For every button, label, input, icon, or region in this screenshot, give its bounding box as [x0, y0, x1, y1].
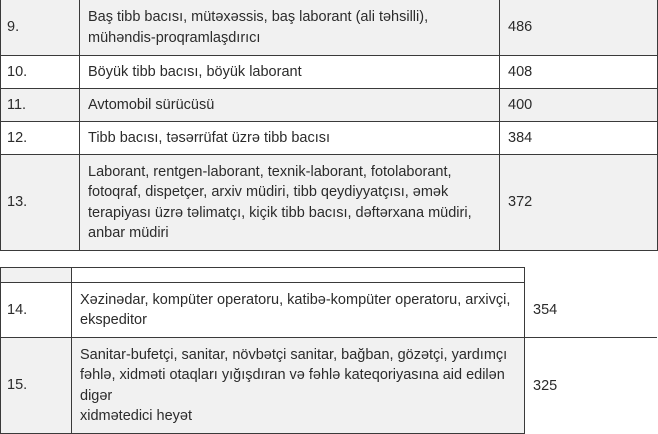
- value-cell: 372: [500, 155, 658, 251]
- table-row: [1, 283, 657, 338]
- value-cell: 400: [500, 89, 658, 122]
- salary-table-bottom: [0, 267, 525, 283]
- row-number: 12.: [1, 122, 80, 155]
- position-cell: Baş tibb bacısı, mütəxəssis, baş laborant (ali təhsilli), mühəndis-proqramlaşdırıcı: [80, 0, 500, 56]
- row-number: 13.: [1, 155, 80, 251]
- position-cell: Böyük tibb bacısı, böyük laborant: [80, 56, 500, 89]
- row-number: 10.: [1, 56, 80, 89]
- value-cell: 384: [500, 122, 658, 155]
- table-row: [1, 89, 658, 122]
- position-cell: [72, 338, 525, 434]
- position-cell: Tibb bacısı, təsərrüfat üzrə tibb bacısı: [80, 122, 500, 155]
- position-cell: Xəzinədar, kompüter operatoru, katibə-kompüter operatoru, arxivçi, ekspeditor: [72, 283, 525, 338]
- table-row: [1, 122, 658, 155]
- table-row: [1, 0, 658, 56]
- value-cell: 354: [525, 283, 657, 338]
- position-cell: Laborant, rentgen-laborant, texnik-laborant, fotolaborant, fotoqraf, dispetçer, arxiv müdiri, tibb qeydiyyatçısı, əmək terapiyası üzrə təlimatçı, kiçik tibb bacısı, dəftərxana müdiri, anbar müdiri: [80, 155, 500, 251]
- empty-cell: [1, 268, 72, 283]
- position-text-last-line: xidmətedici heyət: [80, 408, 193, 424]
- table-row: [1, 338, 657, 434]
- value-cell: 325: [525, 338, 657, 434]
- salary-table-bottom-rows: [0, 282, 657, 434]
- empty-header-row: [1, 268, 525, 283]
- position-cell: Avtomobil sürücüsü: [80, 89, 500, 122]
- value-cell: 408: [500, 56, 658, 89]
- value-cell: 486: [500, 0, 658, 56]
- table-row: [1, 56, 658, 89]
- row-number: 15.: [1, 338, 72, 434]
- table-row: [1, 155, 658, 251]
- position-text: Sanitar-bufetçi, sanitar, növbətçi sanitar, bağban, gözətçi, yardımçı fəhlə, xidməti otaqları yığışdıran və fəhlə kateqoriyasına aid edilən digər: [80, 346, 508, 404]
- row-number: 11.: [1, 89, 80, 122]
- empty-cell: [72, 268, 525, 283]
- row-number: 9.: [1, 0, 80, 56]
- row-number: 14.: [1, 283, 72, 338]
